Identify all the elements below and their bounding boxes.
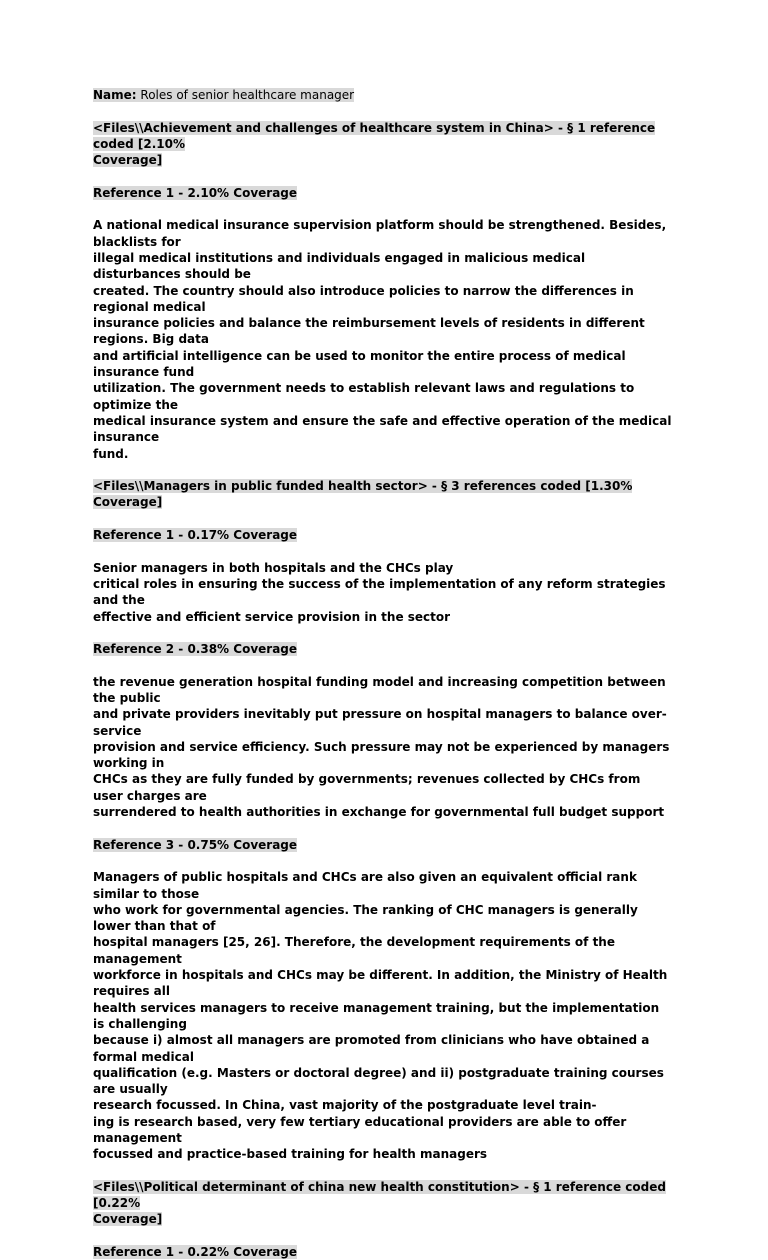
text-line: created. The country should also introduce policies to narrow the differences in regional medical (93, 283, 634, 314)
reference-label-row (93, 837, 672, 853)
text-line: A national medical insurance supervision platform should be strengthened. Besides, blacklists for (93, 218, 667, 249)
text-line: effective and efficient service provision in the sector (93, 609, 451, 624)
text-line: Managers of public hospitals and CHCs are also given an equivalent official rank similar to those (93, 870, 637, 901)
text-line: focussed and practice-based training for health managers (93, 1147, 488, 1162)
text-line: who work for governmental agencies. The ranking of CHC managers is generally lower than that of (93, 902, 638, 934)
text-line: hospital managers [25, 26]. Therefore, the development requirements of the management (93, 935, 615, 966)
reference-text (93, 674, 672, 821)
reference-label: Reference 1 - 2.10% Coverage (93, 185, 298, 200)
reference-text (93, 217, 672, 461)
text-line: workforce in hospitals and CHCs may be different. In addition, the Ministry of Health requires all (93, 968, 668, 999)
source-header-line: <Files\\Achievement and challenges of healthcare system in China> - § 1 reference coded [2.10% (93, 120, 656, 151)
text-line: and private providers inevitably put pressure on hospital managers to balance over-service (93, 707, 667, 738)
text-line: and artificial intelligence can be used to monitor the entire process of medical insurance fund (93, 348, 626, 380)
name-row (93, 87, 672, 103)
text-line: utilization. The government needs to establish relevant laws and regulations to optimize the (93, 381, 635, 412)
reference-text (93, 560, 672, 625)
text-line: critical roles in ensuring the success of the implementation of any reform strategies and the (93, 576, 666, 608)
text-line: medical insurance system and ensure the safe and effective operation of the medical insurance (93, 413, 672, 445)
text-line: insurance policies and balance the reimbursement levels of residents in different regions. Big data (93, 316, 645, 347)
reference-label-row (93, 1244, 672, 1260)
text-line: qualification (e.g. Masters or doctoral degree) and ii) postgraduate training courses are usually (93, 1065, 664, 1097)
text-line: research focussed. In China, vast majority of the postgraduate level train- (93, 1098, 597, 1113)
reference-label: Reference 1 - 0.22% Coverage (93, 1245, 298, 1260)
reference-label-row (93, 527, 672, 543)
name-highlight (93, 88, 354, 102)
reference-text (93, 869, 672, 1162)
text-line: health services managers to receive management training, but the implementation is challenging (93, 1000, 660, 1031)
reference-label: Reference 2 - 0.38% Coverage (93, 642, 298, 657)
source-header-line: <Files\\Political determinant of china new health constitution> - § 1 reference coded [0.22% (93, 1179, 666, 1211)
name-label: Name: (93, 88, 137, 102)
name-value: Roles of senior healthcare manager (136, 88, 355, 102)
text-line: because i) almost all managers are promoted from clinicians who have obtained a formal medical (93, 1033, 650, 1064)
source-header-line: Coverage] (93, 153, 163, 168)
reference-label: Reference 1 - 0.17% Coverage (93, 528, 298, 543)
reference-label-row (93, 641, 672, 657)
source-header (93, 120, 672, 169)
source-header-line: <Files\\Managers in public funded health sector> - § 3 references coded [1.30% Coverage] (93, 479, 633, 510)
text-line: the revenue generation hospital funding model and increasing competition between the public (93, 674, 666, 705)
source-header (93, 478, 672, 511)
reference-label-row (93, 185, 672, 201)
text-line: fund. (93, 446, 129, 461)
text-line: Senior managers in both hospitals and the CHCs play (93, 560, 454, 575)
text-line: CHCs as they are fully funded by governments; revenues collected by CHCs from user charges are (93, 772, 641, 803)
text-line: surrendered to health authorities in exchange for governmental full budget support (93, 805, 665, 820)
reference-label: Reference 3 - 0.75% Coverage (93, 837, 298, 852)
text-line: ing is research based, very few tertiary educational providers are able to offer management (93, 1114, 627, 1145)
source-header-line: Coverage] (93, 1212, 163, 1227)
text-line: provision and service efficiency. Such pressure may not be experienced by managers working in (93, 739, 670, 771)
text-line: illegal medical institutions and individuals engaged in malicious medical disturbances should be (93, 250, 586, 282)
source-header (93, 1179, 672, 1228)
